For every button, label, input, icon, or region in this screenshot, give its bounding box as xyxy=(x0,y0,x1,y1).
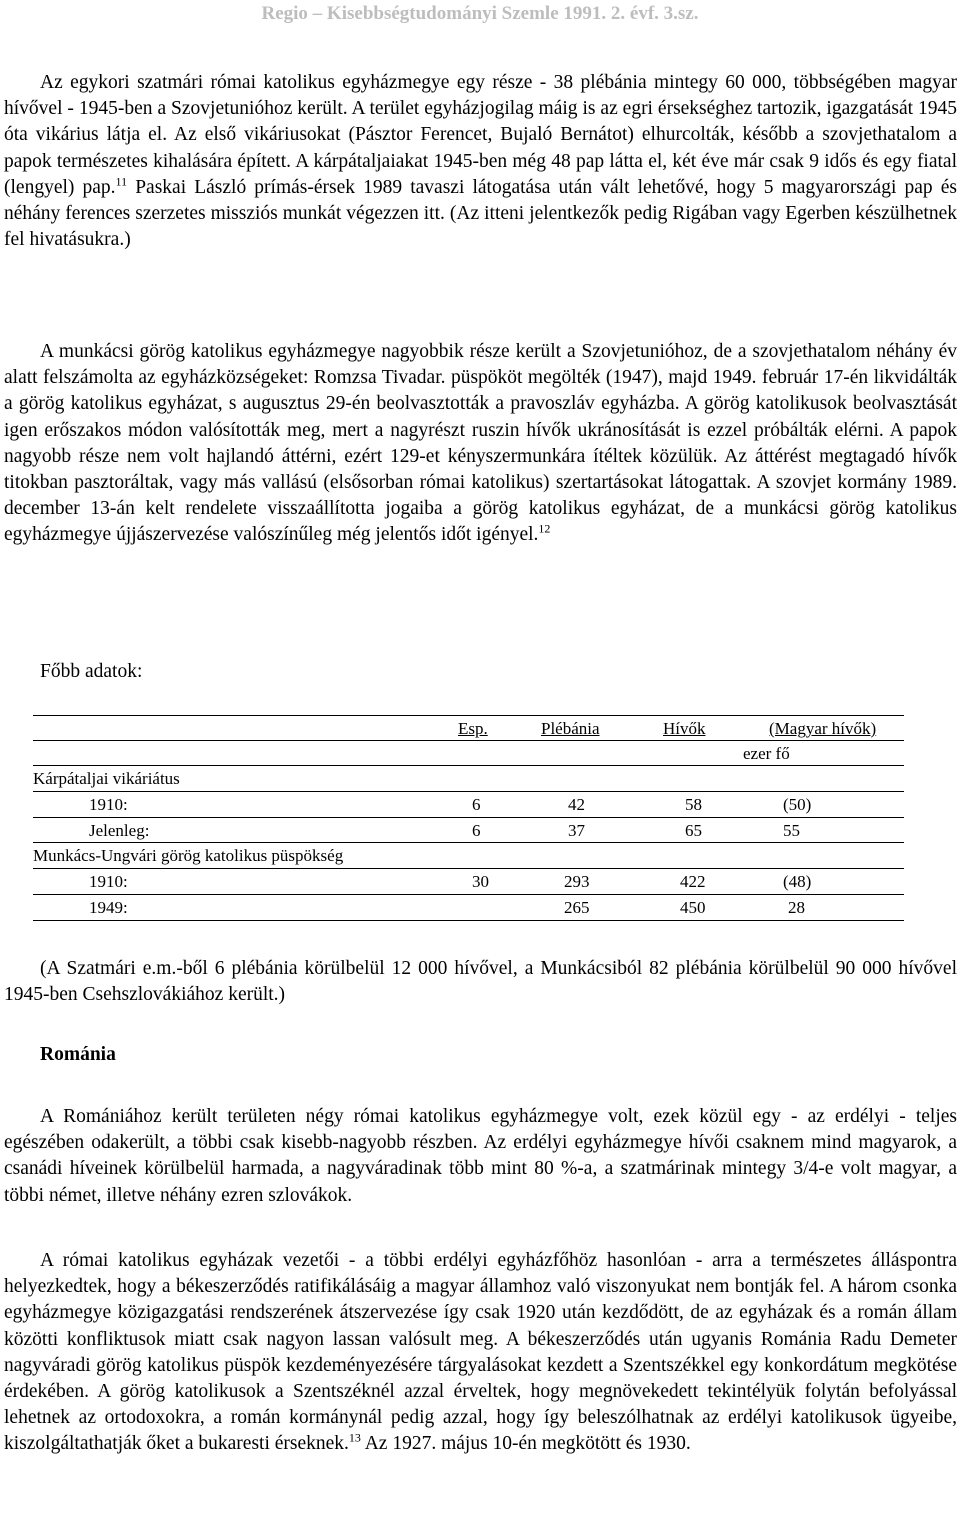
footnote-ref-13[interactable]: 13 xyxy=(348,1430,361,1445)
cell-hivok: 422 xyxy=(680,872,706,892)
table-header-row xyxy=(33,715,904,741)
cell-magyar: (48) xyxy=(783,872,812,892)
cell-esp: 6 xyxy=(472,820,481,840)
paragraph-romania-church-text-b: Az 1927. május 10-én megkötött és 1930. xyxy=(360,1433,691,1455)
table-row xyxy=(33,895,904,921)
paragraph-romania-church xyxy=(4,1248,957,1458)
paragraph-munkacs xyxy=(4,339,957,549)
table-row xyxy=(33,818,904,844)
col-header-magyar: (Magyar hívők) xyxy=(769,719,877,738)
paragraph-romania-intro: A Romániához került területen négy római katolikus egyházmegye volt, ezek közül egy - az erdélyi - teljes egészében odakerült, a többi csak kisebb-nagyobb részben. Az erdélyi egyházmegye hívői csaknem mind magyarok, a csanádi híveinek körülbelül harmada, a nagyváradinak több mint 80 %-a, a szatmárinak mintegy 3/4-e volt magyar, a többi német, illetve néhány ezren szlovákok. xyxy=(4,1106,957,1206)
cell-magyar: 55 xyxy=(783,820,800,840)
table-unit-row xyxy=(33,741,904,767)
paragraph-csehszlovakia: (A Szatmári e.m.-ből 6 plébánia körülbelül 12 000 hívővel, a Munkácsiból 82 plébánia körülbelül 90 000 hívővel 1945-ben Csehszlovákiához került.) xyxy=(4,958,957,1006)
data-table xyxy=(33,715,904,921)
table-row xyxy=(33,869,904,895)
cell-magyar: 28 xyxy=(788,897,805,917)
cell-magyar: (50) xyxy=(783,795,812,815)
paragraph-szatmar-text-a: Az egykori szatmári római katolikus egyházmegye egy része - 38 plébánia mintegy 60 000, többségében magyar hívővel - 1945-ben a Szovjetunióhoz került. A terület egyházjogilag máig is az egri érsekséghez tartozik, igazgatását 1945 óta vikárius látja el. Az első vikáriusokat (Pásztor Ferencet, Bujaló Bernátot) elhurcolták, később a szovjethatalom a papok természetes kihalására épített. A kárpátaljaiakat 1945-ben még 48 pap látta el, két éve már csak 9 idős és egy fiatal (lengyel) pap. xyxy=(4,72,957,198)
cell-hivok: 65 xyxy=(685,820,702,840)
cell-hivok: 450 xyxy=(680,897,706,917)
journal-header: Regio – Kisebbségtudományi Szemle 1991. 2. évf. 3.sz. xyxy=(261,3,699,24)
cell-pleb: 37 xyxy=(568,820,585,840)
col-header-hivok: Hívők xyxy=(663,719,706,738)
row-label: Jelenleg: xyxy=(89,820,150,840)
paragraph-munkacs-text: A munkácsi görög katolikus egyházmegye nagyobbik része került a Szovjetunióhoz, de a szovjethatalom néhány év alatt felszámolta az egyházközségeket: Romzsa Tivadar. püspököt megölték (1947), majd 1949. február 17-én likvidálták a görög katolikus egyházat, s augusztus 29-én beolvasztották a pravoszláv egyházba. A görög katolikusok beolvasztását igen erőszakos módon valósították meg, mert a nagyrészt ruszin hívők ukránosítását is ezzel próbálták elérni. A papok nagyobb része nem volt hajlandó áttérni, ezért 129-et kényszermunkára ítéltek közülük. Az áttérést megtagadó hívők titokban pasztoráltak, vagy más vallású (elsősorban római katolikus) szertartásokat látogattak. A szovjet kormány 1989. december 13-án kelt rendelete visszaállította jogaiba a görög katolikus egyházat, de a munkácsi görög katolikus egyházmegye újjászervezése valószínűleg még jelentős időt igényel. xyxy=(4,341,957,546)
cell-esp: 30 xyxy=(472,872,489,892)
cell-pleb: 293 xyxy=(564,872,590,892)
table-group-row xyxy=(33,843,904,869)
col-header-pleb: Plébánia xyxy=(541,719,600,738)
footnote-ref-11[interactable]: 11 xyxy=(115,174,128,189)
group-label-puspokseg: Munkács-Ungvári görög katolikus püspökség xyxy=(33,846,344,866)
cell-hivok: 58 xyxy=(685,795,702,815)
cell-pleb: 265 xyxy=(564,897,590,917)
paragraph-romania-church-text-a: A római katolikus egyházak vezetői - a többi erdélyi egyházfőhöz hasonlóan - arra a természetes álláspontra helyezkedtek, hogy a békeszerződés ratifikálásáig a magyar államhoz való viszonyukat nem bontják fel. A három csonka egyházmegye közigazgatási rendszerének átszervezése így csak 1920 után kezdődött, de az egyházak és a román állam közötti konfliktusok miatt csak nagyon lassan valósult meg. A békeszerződés után ugyanis Románia Radu Demeter nagyváradi görög katolikus püspök kezdeményezésére tárgyalásokat kezdett a Szentszékkel egy konkordátum megkötése érdekében. A görög katolikusok a Szentszéknél azzal érveltek, hogy megnövekedett tekintélyük folytán befolyással lehetnek az ortodoxokra, a román kormánynál pedig azzal, hogy így beleszólhatnak az erdélyi katolikusok ügyeibe, kiszolgáltathatják őket a bukaresti érseknek. xyxy=(4,1250,957,1455)
row-label: 1910: xyxy=(89,795,128,815)
cell-esp: 6 xyxy=(472,795,481,815)
row-label: 1949: xyxy=(89,897,128,917)
col-header-esp: Esp. xyxy=(458,719,488,738)
section-heading-romania: Románia xyxy=(40,1044,116,1065)
table-group-row xyxy=(33,766,904,792)
paragraph-szatmar-text-b: Paskai László prímás-érsek 1989 tavaszi látogatása után vált lehetővé, hogy 5 magyarországi pap és néhány ferences szerzetes missziós munkát végezzen itt. (Az itteni jelentkezők pedig Rigában vagy Egerben készülhetnek fel hivatásukra.) xyxy=(4,176,957,251)
group-label-vikariatus: Kárpátaljai vikáriátus xyxy=(33,769,180,789)
row-label: 1910: xyxy=(89,872,128,892)
footnote-ref-12[interactable]: 12 xyxy=(538,521,551,536)
cell-pleb: 42 xyxy=(568,795,585,815)
table-row xyxy=(33,792,904,818)
unit-label: ezer fő xyxy=(743,743,790,763)
paragraph-szatmar xyxy=(4,70,957,253)
data-label: Főbb adatok: xyxy=(40,661,143,682)
